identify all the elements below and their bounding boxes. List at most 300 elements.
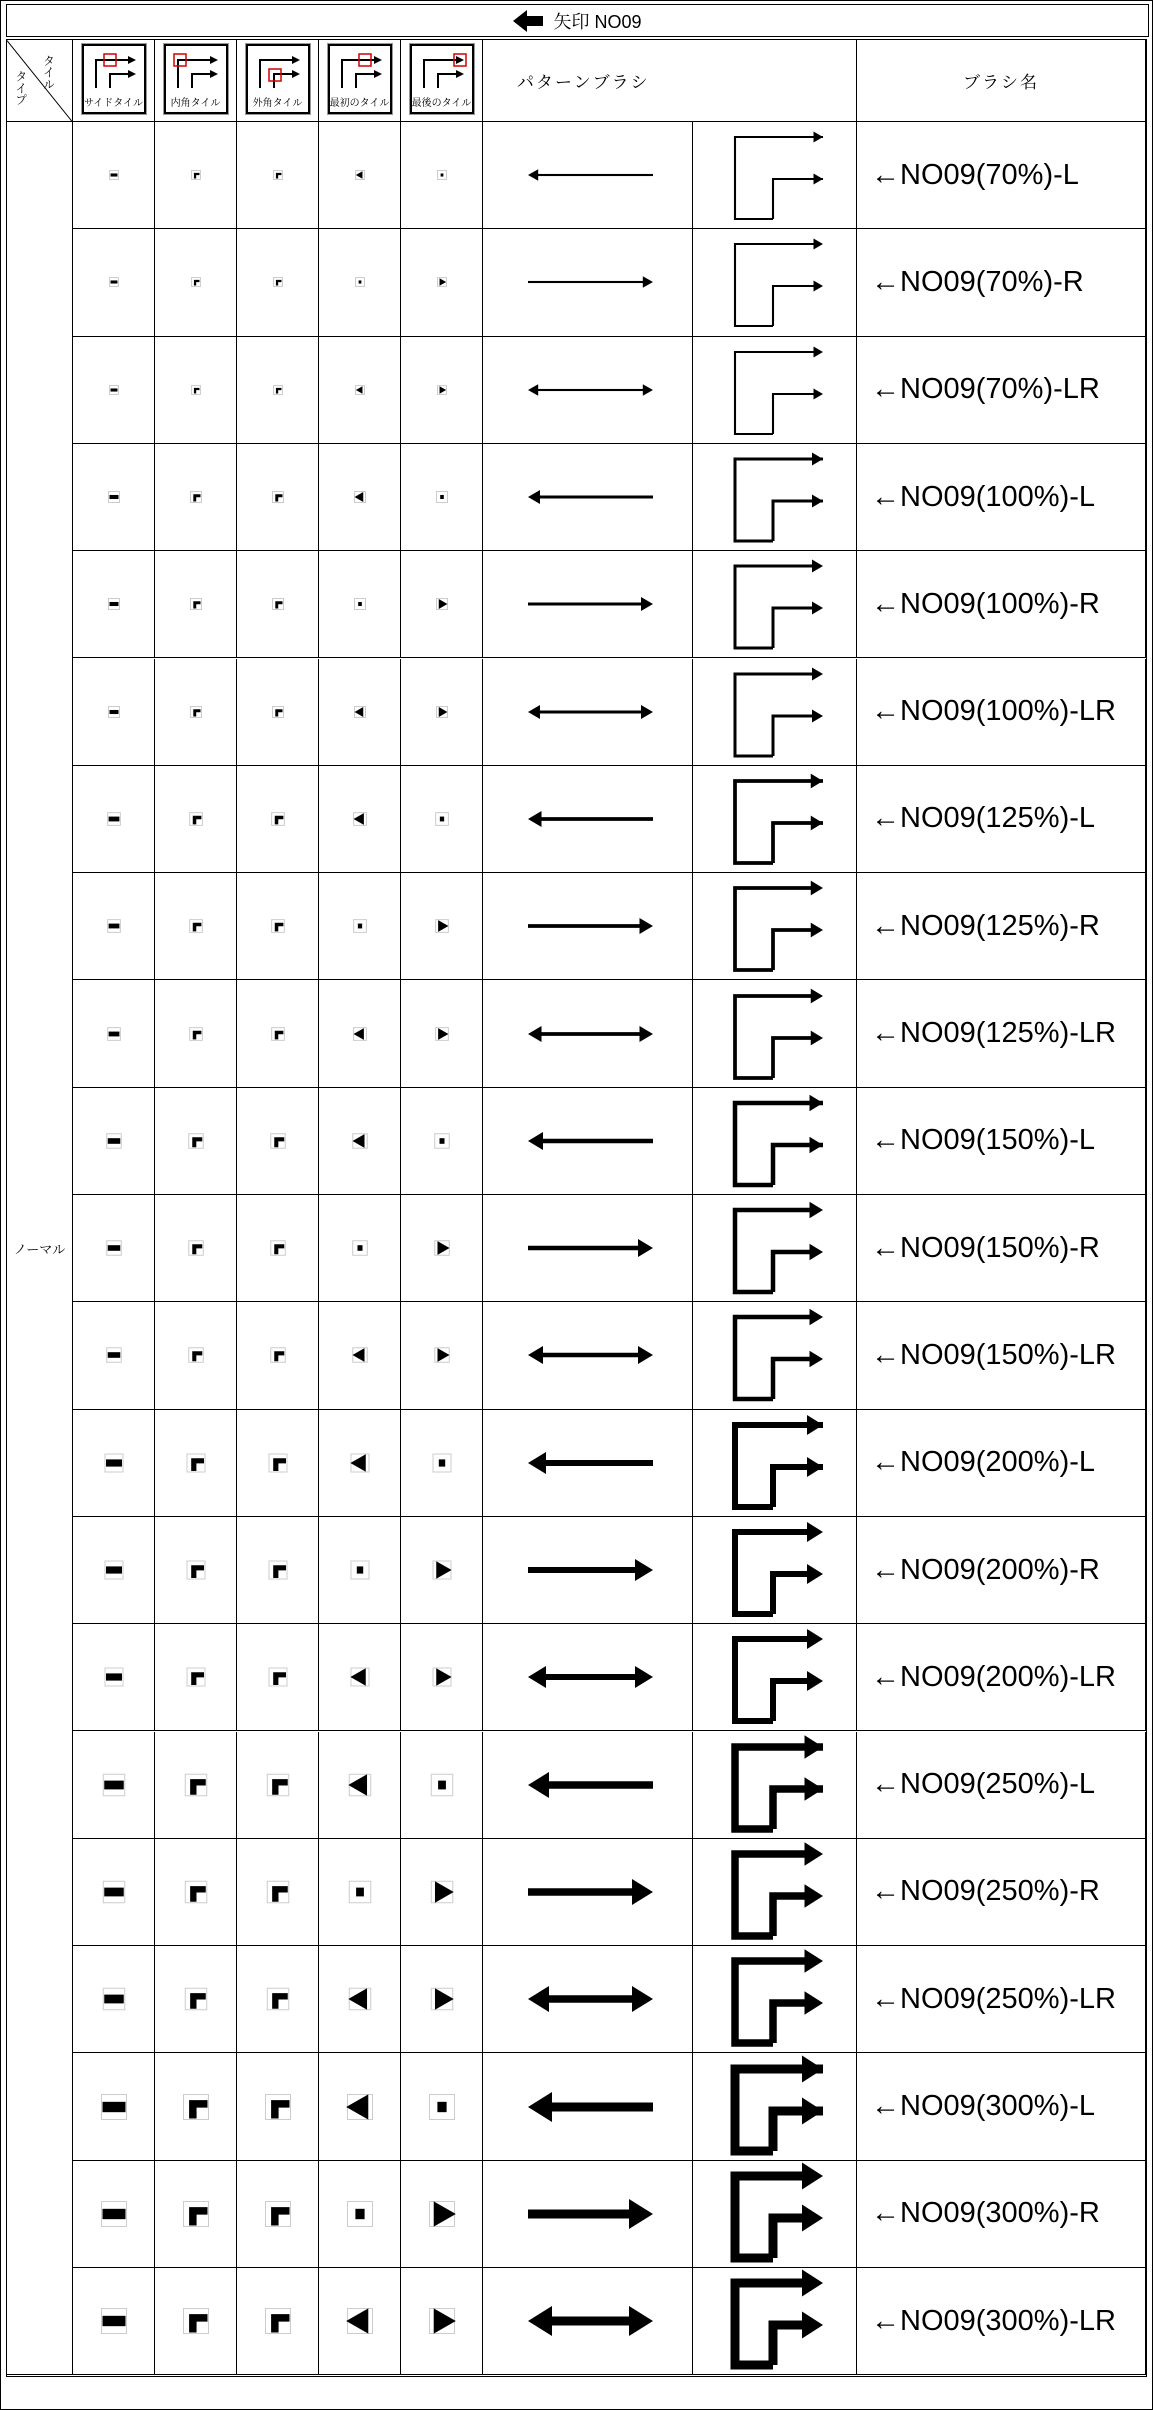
- tile-cell-4: [319, 2053, 401, 2160]
- arrow-line-preview: [488, 145, 688, 205]
- tile-preview: [176, 692, 216, 732]
- pattern-line-cell: [483, 1946, 693, 2053]
- brush-name-cell: [857, 1517, 1146, 1624]
- tile-type-label: 内角タイル: [170, 98, 221, 109]
- tile-cell-1: [73, 1195, 155, 1302]
- tile-preview: [258, 1550, 298, 1590]
- tile-cell-2: [155, 1195, 237, 1302]
- tile-header-1: [73, 40, 155, 122]
- type-label: ノーマル: [13, 1241, 66, 1257]
- tile-diagram-icon: [88, 50, 140, 92]
- brush-name-cell: [857, 980, 1146, 1087]
- pattern-line-cell: [483, 1088, 693, 1195]
- tile-cell-5: [401, 2268, 483, 2375]
- tile-cell-5: [401, 873, 483, 980]
- tile-cell-3: [237, 659, 319, 766]
- tile-preview: [422, 2194, 462, 2234]
- tile-preview: [258, 1014, 298, 1054]
- brush-name: ←NO09(70%)-L: [871, 158, 1079, 191]
- tile-preview: [94, 1657, 134, 1697]
- left-arrow-icon: [513, 10, 543, 32]
- tile-preview: [176, 1550, 216, 1590]
- brush-name: ←NO09(300%)-LR: [871, 2304, 1116, 2337]
- brush-name: ←NO09(250%)-L: [871, 1768, 1096, 1801]
- arrow-line-preview: [488, 1862, 688, 1922]
- brush-table: [6, 39, 1147, 2377]
- tile-cell-1: [73, 1302, 155, 1409]
- tile-preview: [258, 906, 298, 946]
- tile-preview: [258, 1872, 298, 1912]
- pattern-bend-cell: [693, 2053, 857, 2160]
- tile-cell-4: [319, 1410, 401, 1517]
- tile-header-2: [155, 40, 237, 122]
- tile-preview: [94, 1979, 134, 2019]
- tile-preview: [258, 2194, 298, 2234]
- tile-preview: [94, 1335, 134, 1375]
- tile-type-box: [328, 44, 392, 114]
- tile-cell-4: [319, 1624, 401, 1731]
- tile-cell-5: [401, 1839, 483, 1946]
- brush-name-cell: [857, 2268, 1146, 2375]
- tile-cell-4: [319, 766, 401, 873]
- corner-diagonal: [7, 40, 72, 122]
- pattern-line-cell: [483, 2161, 693, 2268]
- tile-cell-1: [73, 122, 155, 229]
- tile-cell-3: [237, 1946, 319, 2053]
- pattern-bend-cell: [693, 1624, 857, 1731]
- tile-cell-1: [73, 1517, 155, 1624]
- tile-preview: [422, 1014, 462, 1054]
- pattern-line-cell: [483, 873, 693, 980]
- tile-cell-3: [237, 1302, 319, 1409]
- tile-preview: [422, 1335, 462, 1375]
- pattern-line-cell: [483, 337, 693, 444]
- tile-cell-1: [73, 659, 155, 766]
- tile-preview: [340, 477, 380, 517]
- tile-cell-1: [73, 1410, 155, 1517]
- tile-preview: [340, 906, 380, 946]
- tile-preview: [94, 692, 134, 732]
- tile-preview: [258, 1121, 298, 1161]
- tile-cell-2: [155, 873, 237, 980]
- pattern-bend-cell: [693, 1302, 857, 1409]
- brush-name: ←NO09(300%)-R: [871, 2197, 1100, 2230]
- tile-preview: [422, 370, 462, 410]
- tile-preview: [176, 1657, 216, 1697]
- brush-name-cell: [857, 2053, 1146, 2160]
- tile-cell-5: [401, 2161, 483, 2268]
- tile-cell-2: [155, 1410, 237, 1517]
- arrow-line-preview: [488, 2184, 688, 2244]
- tile-preview: [94, 906, 134, 946]
- pattern-bend-cell: [693, 2268, 857, 2375]
- brush-name: ←NO09(250%)-R: [871, 1875, 1100, 1908]
- tile-preview: [258, 692, 298, 732]
- tile-preview: [176, 1872, 216, 1912]
- tile-diagram-icon: [170, 50, 222, 92]
- brush-name-cell: [857, 1195, 1146, 1302]
- tile-cell-1: [73, 1624, 155, 1731]
- tile-preview: [340, 1657, 380, 1697]
- tile-preview: [340, 2194, 380, 2234]
- tile-preview: [176, 1443, 216, 1483]
- pattern-line-cell: [483, 1624, 693, 1731]
- tile-type-label: 最後のタイル: [411, 98, 472, 109]
- pattern-bend-cell: [693, 337, 857, 444]
- tile-preview: [340, 1335, 380, 1375]
- pattern-line-cell: [483, 980, 693, 1087]
- tile-preview: [258, 1979, 298, 2019]
- tile-preview: [340, 1765, 380, 1805]
- tile-cell-3: [237, 1410, 319, 1517]
- pattern-line-cell: [483, 2053, 693, 2160]
- tile-header-5: [401, 40, 483, 122]
- tile-preview: [340, 1979, 380, 2019]
- tile-cell-3: [237, 873, 319, 980]
- tile-cell-5: [401, 1624, 483, 1731]
- tile-header-3: [237, 40, 319, 122]
- brush-name: ←NO09(250%)-LR: [871, 1982, 1116, 2015]
- brush-name: ←NO09(100%)-R: [871, 587, 1100, 620]
- tile-preview: [340, 2301, 380, 2341]
- pattern-bend-cell: [693, 1839, 857, 1946]
- brush-name-cell: [857, 1410, 1146, 1517]
- tile-cell-3: [237, 1624, 319, 1731]
- arrow-line-preview: [488, 360, 688, 420]
- tile-cell-4: [319, 2161, 401, 2268]
- tile-preview: [258, 155, 298, 195]
- brush-name: ←NO09(125%)-L: [871, 802, 1096, 835]
- tile-preview: [176, 477, 216, 517]
- arrow-line-preview: [488, 1755, 688, 1815]
- tile-preview: [258, 477, 298, 517]
- tile-preview: [258, 799, 298, 839]
- tile-preview: [422, 906, 462, 946]
- tile-preview: [422, 1121, 462, 1161]
- brush-name-cell: [857, 1624, 1146, 1731]
- tile-type-box: [164, 44, 228, 114]
- tile-preview: [258, 1443, 298, 1483]
- brush-name-cell: [857, 551, 1146, 658]
- arrow-bend-preview: [695, 1411, 855, 1515]
- tile-cell-2: [155, 659, 237, 766]
- pattern-bend-cell: [693, 229, 857, 336]
- tile-preview: [176, 1228, 216, 1268]
- pattern-bend-cell: [693, 1517, 857, 1624]
- arrow-bend-preview: [695, 1196, 855, 1300]
- tile-preview: [176, 584, 216, 624]
- tile-preview: [94, 799, 134, 839]
- tile-cell-2: [155, 229, 237, 336]
- tile-preview: [94, 262, 134, 302]
- tile-cell-1: [73, 1088, 155, 1195]
- tile-preview: [340, 1121, 380, 1161]
- tile-cell-4: [319, 1517, 401, 1624]
- pattern-line-cell: [483, 2268, 693, 2375]
- tile-preview: [340, 692, 380, 732]
- tile-cell-2: [155, 1088, 237, 1195]
- pattern-line-cell: [483, 122, 693, 229]
- tile-preview: [422, 1550, 462, 1590]
- tile-preview: [422, 1443, 462, 1483]
- page-title: 矢印 NO09: [553, 11, 642, 32]
- tile-preview: [258, 262, 298, 302]
- tile-cell-4: [319, 229, 401, 336]
- tile-cell-4: [319, 2268, 401, 2375]
- tile-preview: [94, 2301, 134, 2341]
- arrow-bend-preview: [695, 2269, 855, 2373]
- brush-name: ←NO09(125%)-LR: [871, 1017, 1116, 1050]
- tile-preview: [94, 1121, 134, 1161]
- arrow-bend-preview: [695, 2162, 855, 2266]
- brush-name: ←NO09(200%)-LR: [871, 1660, 1116, 1693]
- tile-cell-5: [401, 444, 483, 551]
- tile-preview: [176, 155, 216, 195]
- tile-preview: [94, 2194, 134, 2234]
- brush-name-cell: [857, 444, 1146, 551]
- brush-name: ←NO09(150%)-R: [871, 1231, 1100, 1264]
- tile-preview: [94, 155, 134, 195]
- tile-cell-3: [237, 1088, 319, 1195]
- tile-cell-5: [401, 980, 483, 1087]
- tile-preview: [94, 1550, 134, 1590]
- tile-preview: [176, 370, 216, 410]
- brush-name-cell: [857, 229, 1146, 336]
- brush-name: ←NO09(100%)-LR: [871, 695, 1116, 728]
- tile-cell-3: [237, 122, 319, 229]
- tile-diagram-icon: [252, 50, 304, 92]
- arrow-bend-preview: [695, 1733, 855, 1837]
- tile-type-box: [246, 44, 310, 114]
- tile-cell-5: [401, 337, 483, 444]
- tile-preview: [422, 692, 462, 732]
- tile-preview: [176, 1121, 216, 1161]
- brush-name: ←NO09(200%)-R: [871, 1553, 1100, 1586]
- brush-name: ←NO09(125%)-R: [871, 909, 1100, 942]
- tile-preview: [176, 906, 216, 946]
- tile-cell-1: [73, 766, 155, 873]
- tile-cell-4: [319, 551, 401, 658]
- tile-cell-2: [155, 122, 237, 229]
- tile-preview: [340, 2087, 380, 2127]
- corner-type-label: タイプ: [13, 69, 28, 106]
- brush-name-cell: [857, 122, 1146, 229]
- tile-preview: [340, 1014, 380, 1054]
- pattern-line-cell: [483, 551, 693, 658]
- pattern-line-cell: [483, 1195, 693, 1302]
- brush-name: ←NO09(150%)-LR: [871, 1338, 1116, 1371]
- tile-preview: [422, 799, 462, 839]
- brush-name-cell: [857, 659, 1146, 766]
- tile-cell-2: [155, 337, 237, 444]
- pattern-bend-cell: [693, 766, 857, 873]
- arrow-line-preview: [488, 1111, 688, 1171]
- tile-cell-2: [155, 1732, 237, 1839]
- corner-tile-label: タイル: [41, 53, 56, 90]
- brush-name: ←NO09(100%)-L: [871, 480, 1096, 513]
- brush-name: ←NO09(70%)-LR: [871, 373, 1100, 406]
- tile-preview: [422, 2301, 462, 2341]
- brush-name-cell: [857, 2161, 1146, 2268]
- arrow-line-preview: [488, 2291, 688, 2351]
- tile-cell-4: [319, 1195, 401, 1302]
- tile-cell-4: [319, 980, 401, 1087]
- tile-cell-2: [155, 1302, 237, 1409]
- tile-cell-4: [319, 1088, 401, 1195]
- tile-cell-4: [319, 1946, 401, 2053]
- pattern-brush-header: パターンブラシ: [483, 40, 857, 122]
- tile-cell-3: [237, 766, 319, 873]
- tile-type-label: 外角タイル: [252, 98, 303, 109]
- arrow-line-preview: [488, 789, 688, 849]
- tile-preview: [258, 2301, 298, 2341]
- arrow-bend-preview: [695, 552, 855, 656]
- tile-cell-1: [73, 1839, 155, 1946]
- tile-preview: [258, 584, 298, 624]
- tile-preview: [422, 1872, 462, 1912]
- tile-cell-5: [401, 1410, 483, 1517]
- tile-cell-1: [73, 873, 155, 980]
- tile-cell-1: [73, 2268, 155, 2375]
- tile-cell-3: [237, 1517, 319, 1624]
- tile-cell-1: [73, 1732, 155, 1839]
- tile-cell-1: [73, 1946, 155, 2053]
- arrow-line-preview: [488, 574, 688, 634]
- arrow-bend-preview: [695, 1947, 855, 2051]
- brush-name-cell: [857, 1302, 1146, 1409]
- brush-name-header: ブラシ名: [857, 40, 1146, 122]
- tile-cell-3: [237, 1195, 319, 1302]
- pattern-line-cell: [483, 1517, 693, 1624]
- arrow-line-preview: [488, 1433, 688, 1493]
- arrow-line-preview: [488, 2077, 688, 2137]
- arrow-bend-preview: [695, 2055, 855, 2159]
- tile-preview: [340, 155, 380, 195]
- tile-preview: [422, 477, 462, 517]
- tile-preview: [94, 1872, 134, 1912]
- arrow-line-preview: [488, 682, 688, 742]
- arrow-bend-preview: [695, 1840, 855, 1944]
- brush-name-cell: [857, 873, 1146, 980]
- arrow-bend-preview: [695, 338, 855, 442]
- tile-cell-2: [155, 766, 237, 873]
- tile-cell-3: [237, 980, 319, 1087]
- tile-preview: [258, 1657, 298, 1697]
- tile-preview: [340, 1550, 380, 1590]
- tile-preview: [340, 1443, 380, 1483]
- pattern-line-cell: [483, 1839, 693, 1946]
- pattern-bend-cell: [693, 1946, 857, 2053]
- arrow-line-preview: [488, 1004, 688, 1064]
- tile-cell-5: [401, 1195, 483, 1302]
- arrow-bend-preview: [695, 230, 855, 334]
- tile-cell-5: [401, 1302, 483, 1409]
- arrow-line-preview: [488, 1218, 688, 1278]
- tile-cell-3: [237, 1732, 319, 1839]
- brush-name: ←NO09(300%)-L: [871, 2090, 1096, 2123]
- arrow-line-preview: [488, 1647, 688, 1707]
- pattern-bend-cell: [693, 122, 857, 229]
- tile-preview: [94, 1228, 134, 1268]
- pattern-line-cell: [483, 444, 693, 551]
- arrow-bend-preview: [695, 1303, 855, 1407]
- arrow-bend-preview: [695, 660, 855, 764]
- tile-preview: [422, 1657, 462, 1697]
- tile-preview: [176, 799, 216, 839]
- tile-cell-1: [73, 2053, 155, 2160]
- tile-preview: [94, 1765, 134, 1805]
- pattern-bend-cell: [693, 980, 857, 1087]
- pattern-bend-cell: [693, 659, 857, 766]
- tile-preview: [422, 2087, 462, 2127]
- arrow-bend-preview: [695, 1089, 855, 1193]
- tile-preview: [94, 477, 134, 517]
- arrow-bend-preview: [695, 1518, 855, 1622]
- tile-cell-4: [319, 122, 401, 229]
- tile-cell-2: [155, 444, 237, 551]
- tile-cell-2: [155, 551, 237, 658]
- pattern-line-cell: [483, 1732, 693, 1839]
- tile-type-label: サイドタイル: [83, 98, 144, 109]
- tile-preview: [176, 262, 216, 302]
- tile-cell-2: [155, 2053, 237, 2160]
- brush-name-cell: [857, 1946, 1146, 2053]
- tile-cell-1: [73, 337, 155, 444]
- tile-cell-5: [401, 766, 483, 873]
- tile-type-label: 最初のタイル: [329, 98, 390, 109]
- brush-name-cell: [857, 1732, 1146, 1839]
- tile-type-box: [82, 44, 146, 114]
- tile-preview: [258, 2087, 298, 2127]
- tile-preview: [176, 1979, 216, 2019]
- tile-cell-4: [319, 1732, 401, 1839]
- arrow-line-preview: [488, 1325, 688, 1385]
- tile-cell-3: [237, 2053, 319, 2160]
- type-cell: [7, 122, 73, 2375]
- arrow-bend-preview: [695, 123, 855, 227]
- tile-cell-5: [401, 122, 483, 229]
- pattern-bend-cell: [693, 1195, 857, 1302]
- tile-preview: [340, 1228, 380, 1268]
- tile-cell-5: [401, 551, 483, 658]
- pattern-bend-cell: [693, 2161, 857, 2268]
- tile-cell-4: [319, 1302, 401, 1409]
- tile-preview: [340, 799, 380, 839]
- pattern-bend-cell: [693, 551, 857, 658]
- pattern-bend-cell: [693, 873, 857, 980]
- tile-cell-2: [155, 1839, 237, 1946]
- arrow-bend-preview: [695, 874, 855, 978]
- tile-cell-3: [237, 1839, 319, 1946]
- tile-cell-2: [155, 980, 237, 1087]
- pattern-line-cell: [483, 659, 693, 766]
- tile-preview: [176, 2194, 216, 2234]
- tile-preview: [258, 1335, 298, 1375]
- tile-cell-2: [155, 2268, 237, 2375]
- tile-cell-2: [155, 1946, 237, 2053]
- tile-preview: [422, 262, 462, 302]
- tile-diagram-icon: [416, 50, 468, 92]
- pattern-bend-cell: [693, 1732, 857, 1839]
- tile-preview: [94, 370, 134, 410]
- tile-cell-5: [401, 229, 483, 336]
- tile-cell-4: [319, 873, 401, 980]
- tile-preview: [94, 584, 134, 624]
- tile-cell-5: [401, 2053, 483, 2160]
- brush-name-cell: [857, 766, 1146, 873]
- pattern-line-cell: [483, 766, 693, 873]
- tile-preview: [422, 1979, 462, 2019]
